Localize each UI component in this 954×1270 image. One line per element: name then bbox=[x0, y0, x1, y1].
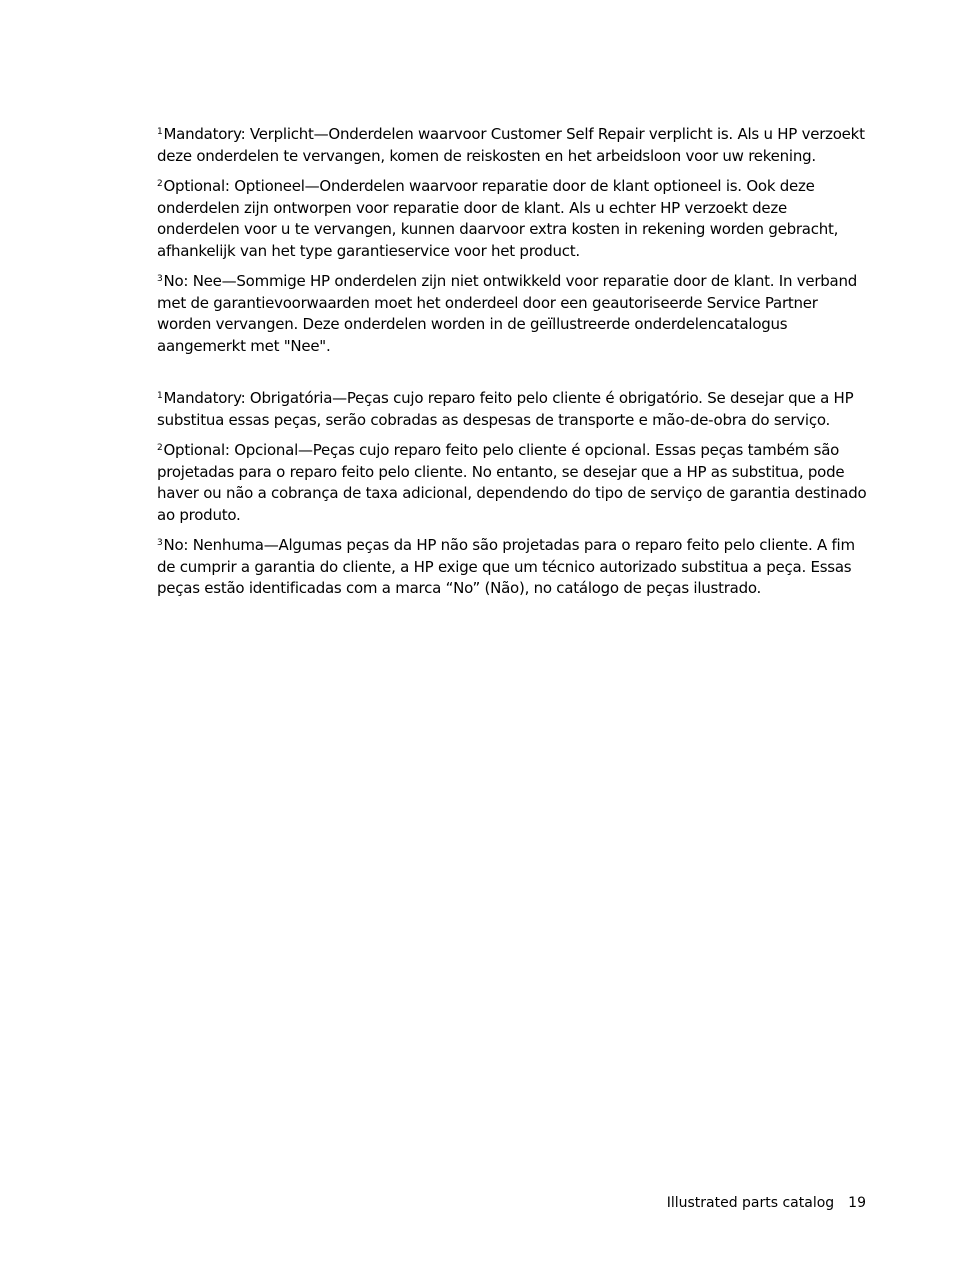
footnote-dutch-mandatory bbox=[157, 124, 869, 167]
footnote-portuguese-no bbox=[157, 535, 869, 600]
footnote-marker: 1 bbox=[157, 127, 163, 137]
footnote-marker: 1 bbox=[157, 391, 163, 401]
footnote-text: No: Nenhuma—Algumas peças da HP não são projetadas para o reparo feito pelo cliente. A fim de cumprir a garantia do cliente, a HP exige que um técnico autorizado substitua a peça. Essas peças estão identificadas com a marca “No” (Não), no catálogo de peças ilustrado. bbox=[157, 536, 855, 597]
footnote-marker: 3 bbox=[157, 274, 163, 284]
footnote-portuguese-mandatory bbox=[157, 388, 869, 431]
footnote-text: Optional: Optioneel—Onderdelen waarvoor reparatie door de klant optioneel is. Ook deze onderdelen zijn ontworpen voor reparatie door de klant. Als u echter HP verzoekt deze onderdelen voor u te vervangen, kunnen daarvoor extra kosten in rekening worden gebracht, afhankelijk van het type garantieservice voor het product. bbox=[157, 177, 839, 260]
footnote-marker: 2 bbox=[157, 443, 163, 453]
page-content bbox=[157, 124, 869, 609]
page-number: 19 bbox=[848, 1195, 866, 1211]
section-spacer bbox=[157, 366, 869, 388]
footnote-marker: 2 bbox=[157, 179, 163, 189]
footnote-dutch-no bbox=[157, 271, 869, 357]
page-footer bbox=[600, 1193, 866, 1213]
footnote-text: No: Nee—Sommige HP onderdelen zijn niet ontwikkeld voor reparatie door de klant. In verband met de garantievoorwaarden moet het onderdeel door een geautoriseerde Service Partner worden vervangen. Deze onderdelen worden in de geïllustreerde onderdelencatalogus aangemerkt met "Nee". bbox=[157, 272, 858, 355]
footnote-marker: 3 bbox=[157, 538, 163, 548]
footnote-text: Mandatory: Obrigatória—Peças cujo reparo feito pelo cliente é obrigatório. Se desejar que a HP substitua essas peças, serão cobradas as despesas de transporte e mão-de-obra do serviço. bbox=[157, 389, 854, 429]
footnote-text: Mandatory: Verplicht—Onderdelen waarvoor Customer Self Repair verplicht is. Als u HP verzoekt deze onderdelen te vervangen, komen de reiskosten en het arbeidsloon voor uw rekening. bbox=[157, 125, 865, 165]
footnote-text: Optional: Opcional—Peças cujo reparo feito pelo cliente é opcional. Essas peças também são projetadas para o reparo feito pelo cliente. No entanto, se desejar que a HP as substitua, pode haver ou não a cobrança de taxa adicional, dependendo do tipo de serviço de garantia destinado ao produto. bbox=[157, 441, 867, 524]
footnote-portuguese-optional bbox=[157, 440, 869, 526]
footer-section-title: Illustrated parts catalog bbox=[666, 1195, 835, 1211]
footnote-dutch-optional bbox=[157, 176, 869, 262]
